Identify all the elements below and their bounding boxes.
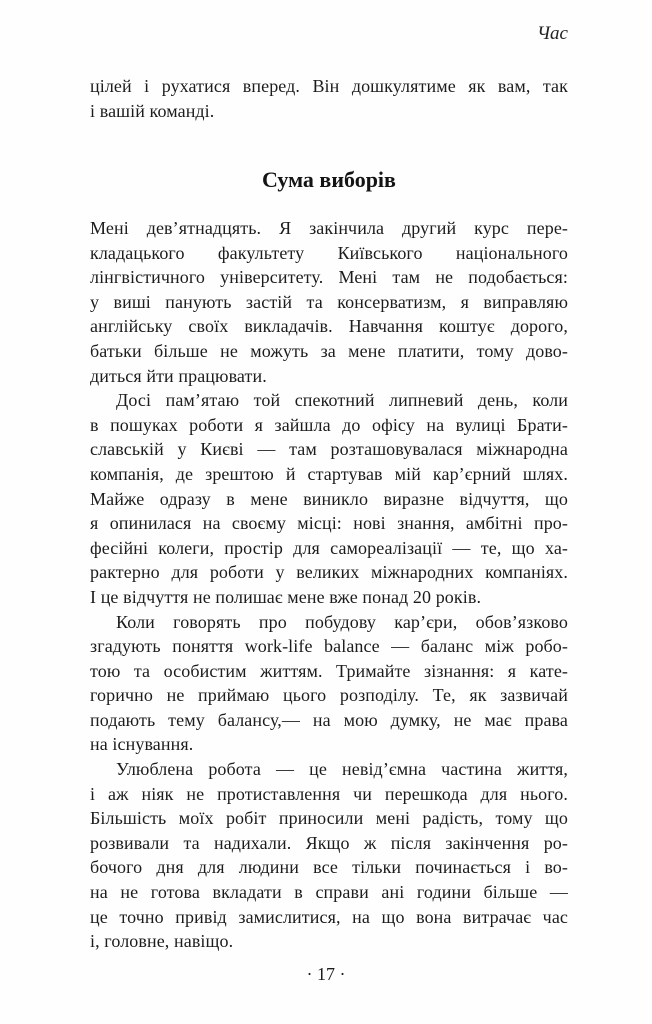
text-line: славській у Києві — там розташовувалася міжнародна: [90, 439, 568, 460]
paragraph: [90, 757, 568, 954]
text-line: диться йти працювати.: [90, 365, 267, 386]
text-line: у виші панують застій та консерватизм, я виправляю: [90, 291, 568, 312]
text-line: фесійні колеги, простір для самореалізації — те, що ха-: [90, 537, 568, 558]
paragraph: [90, 610, 568, 758]
text-line: розвивали та надихали. Якщо ж після закінчення ро-: [90, 832, 568, 853]
text-line: Більшість моїх робіт приносили мені радість, тому що: [90, 808, 568, 829]
text-line: горично не приймаю цього розподілу. Те, як зазвичай: [90, 685, 568, 706]
page-number: · 17 ·: [306, 964, 346, 984]
text-line: рактерно для роботи у великих міжнародних компаніях.: [90, 562, 568, 583]
text-line: Коли говорять про побудову кар’єри, обов’язково: [116, 611, 568, 632]
text-line: в пошуках роботи я зайшла до офісу на вулиці Брати-: [90, 414, 568, 435]
text-line: компанія, де зрештою й стартував мій кар’єрний шлях.: [90, 463, 568, 484]
text-line: англійську своїх викладачів. Навчання коштує дорого,: [90, 316, 568, 337]
text-line: Досі пам’ятаю той спекотний липневий день, коли: [116, 390, 568, 411]
text-line: це точно привід замислитися, на що вона витрачає час: [90, 906, 568, 927]
text-line: подають тему балансу,— на мою думку, не має права: [90, 709, 568, 730]
continued-paragraph-block: [90, 74, 568, 123]
running-header: Час: [536, 23, 568, 44]
paragraph: [90, 388, 568, 609]
section-heading: Сума виборів: [262, 167, 396, 192]
text-line: і, головне, навіщо.: [90, 931, 234, 952]
text-line: бочого дня для людини все тільки починається і во-: [90, 857, 568, 878]
text-line: кладацького факультету Київського національного: [90, 242, 568, 263]
paragraph: [90, 216, 568, 388]
text-line: Мені дев’ятнадцять. Я закінчила другий курс пере-: [90, 218, 568, 238]
text-line: і аж ніяк не протиставлення чи перешкода для нього.: [90, 783, 568, 804]
text-line: тою та особистим життям. Тримайте зізнання: я кате-: [90, 660, 568, 681]
text-line: згадують поняття work-life balance — баланс між робо-: [90, 636, 568, 657]
text-line: і вашій команді.: [90, 100, 215, 121]
text-line: цілей і рухатися вперед. Він дошкулятиме як вам, так: [90, 76, 568, 96]
text-line: І це відчуття не полишає мене вже понад 20 років.: [90, 586, 482, 607]
text-line: на не готова вкладати в справи ані години більше —: [90, 882, 568, 903]
text-line: лінгвістичного університету. Мені там не подобається:: [90, 267, 568, 288]
text-line: Улюблена робота — це невід’ємна частина життя,: [116, 759, 568, 780]
body-text-block: [90, 216, 568, 954]
text-line: батьки більше не можуть за мене платити, тому дово-: [90, 340, 568, 361]
text-line: я опинилася на своєму місці: нові знання, амбітні про-: [90, 513, 568, 534]
paragraph: [90, 74, 568, 123]
text-line: Майже одразу в мене виникло виразне відчуття, що: [90, 488, 568, 509]
text-line: на існування.: [90, 734, 194, 755]
